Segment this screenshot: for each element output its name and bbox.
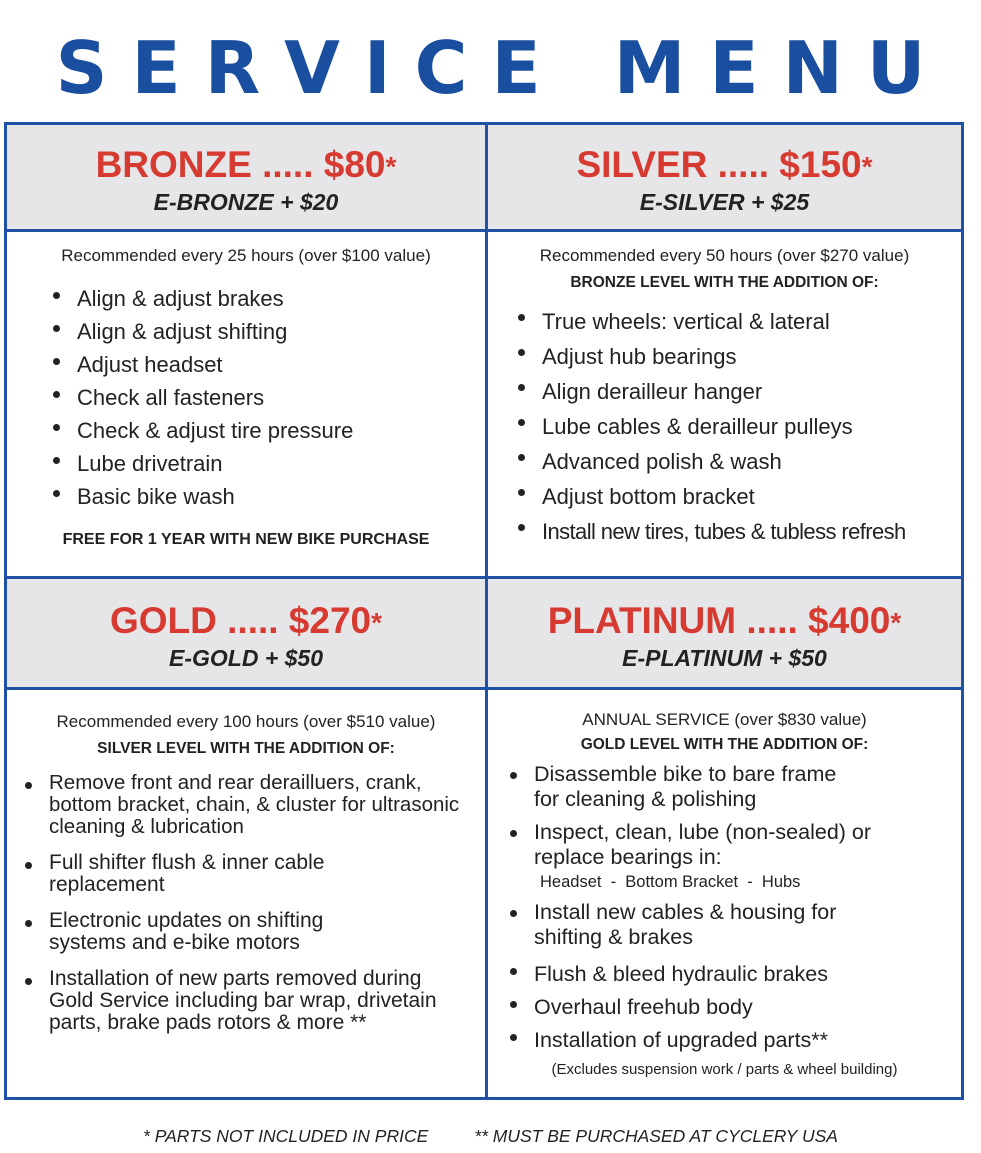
list-item: Check all fasteners [49,381,485,414]
list-item: Full shifter flush & inner cable replacement [21,852,477,896]
platinum-price: PLATINUM ..... $400* [547,600,902,641]
list-item: True wheels: vertical & lateral [514,304,961,339]
footer-purchase-note: ** MUST BE PURCHASED AT CYCLERY USA [474,1126,838,1146]
silver-header [488,125,961,229]
bronze-free-note: FREE FOR 1 YEAR WITH NEW BIKE PURCHASE [62,531,430,548]
list-item: Adjust headset [49,348,485,381]
gold-item-list [21,772,477,1034]
bronze-item-list [49,282,485,513]
silver-details [488,232,961,576]
list-item: Adjust hub bearings [514,339,961,374]
bronze-header [7,125,485,229]
e-silver-price: E-SILVER + $25 [639,189,810,215]
gold-header [7,579,485,687]
list-item: Installation of new parts removed during Gold Service including bar wrap, drivetain parts, brake pads rotors & more ** [21,968,477,1034]
bronze-price: BRONZE ..... $80* [95,144,397,185]
gold-recommended: Recommended every 100 hours (over $510 value) [56,712,436,731]
bearings-detail: Headset - Bottom Bracket - Hubs [540,873,801,891]
list-item: Install new cables & housing for shifting & brakes [506,900,901,950]
service-menu-grid [4,122,964,1100]
platinum-details [488,690,961,1100]
e-gold-price: E-GOLD + $50 [168,645,324,671]
platinum-recommended: ANNUAL SERVICE (over $830 value) [582,710,867,729]
list-item: Align derailleur hanger [514,374,961,409]
list-item: Lube drivetrain [49,447,485,480]
list-item: Remove front and rear derailluers, crank, bottom bracket, chain, & cluster for ultrasonic cleaning & lubrication [21,772,477,838]
list-item: Align & adjust shifting [49,315,485,348]
gold-lead: SILVER LEVEL WITH THE ADDITION OF: [97,740,395,757]
list-item [506,820,901,894]
list-item: Flush & bleed hydraulic brakes [506,958,901,991]
list-item: Lube cables & derailleur pulleys [514,409,961,444]
e-platinum-price: E-PLATINUM + $50 [622,645,827,671]
platinum-header [488,579,961,687]
silver-price: SILVER ..... $150* [576,144,873,185]
list-item: Overhaul freehub body [506,991,901,1024]
bearings-item-text: Inspect, clean, lube (non-sealed) or replace bearings in: [534,820,872,869]
platinum-lead: GOLD LEVEL WITH THE ADDITION OF: [580,736,869,753]
list-item: Check & adjust tire pressure [49,414,485,447]
list-item: Disassemble bike to bare frame for cleaning & polishing [506,762,901,812]
silver-item-list [514,304,961,549]
platinum-exclusion-note: (Excludes suspension work / parts & wheel building) [551,1061,898,1078]
footer-parts-note: * PARTS NOT INCLUDED IN PRICE [143,1126,429,1146]
bronze-details [7,232,485,576]
list-item: Electronic updates on shifting systems and e-bike motors [21,910,477,954]
list-item: Advanced polish & wash [514,444,961,479]
bronze-recommended: Recommended every 25 hours (over $100 value) [61,246,431,265]
list-item: Adjust bottom bracket [514,479,961,514]
list-item: Install new tires, tubes & tubless refresh [514,514,961,549]
page-title: SERVICE MENU [55,26,950,110]
gold-details [7,690,485,1100]
gold-price: GOLD ..... $270* [109,600,383,641]
list-item: Align & adjust brakes [49,282,485,315]
divider-middle [7,576,961,579]
e-bronze-price: E-BRONZE + $20 [153,189,339,215]
footer-notes [0,1126,981,1147]
list-item: Installation of upgraded parts** [506,1024,901,1057]
platinum-item-list [506,762,901,1057]
silver-recommended: Recommended every 50 hours (over $270 value) [539,246,910,265]
silver-lead: BRONZE LEVEL WITH THE ADDITION OF: [570,274,879,291]
list-item: Basic bike wash [49,480,485,513]
